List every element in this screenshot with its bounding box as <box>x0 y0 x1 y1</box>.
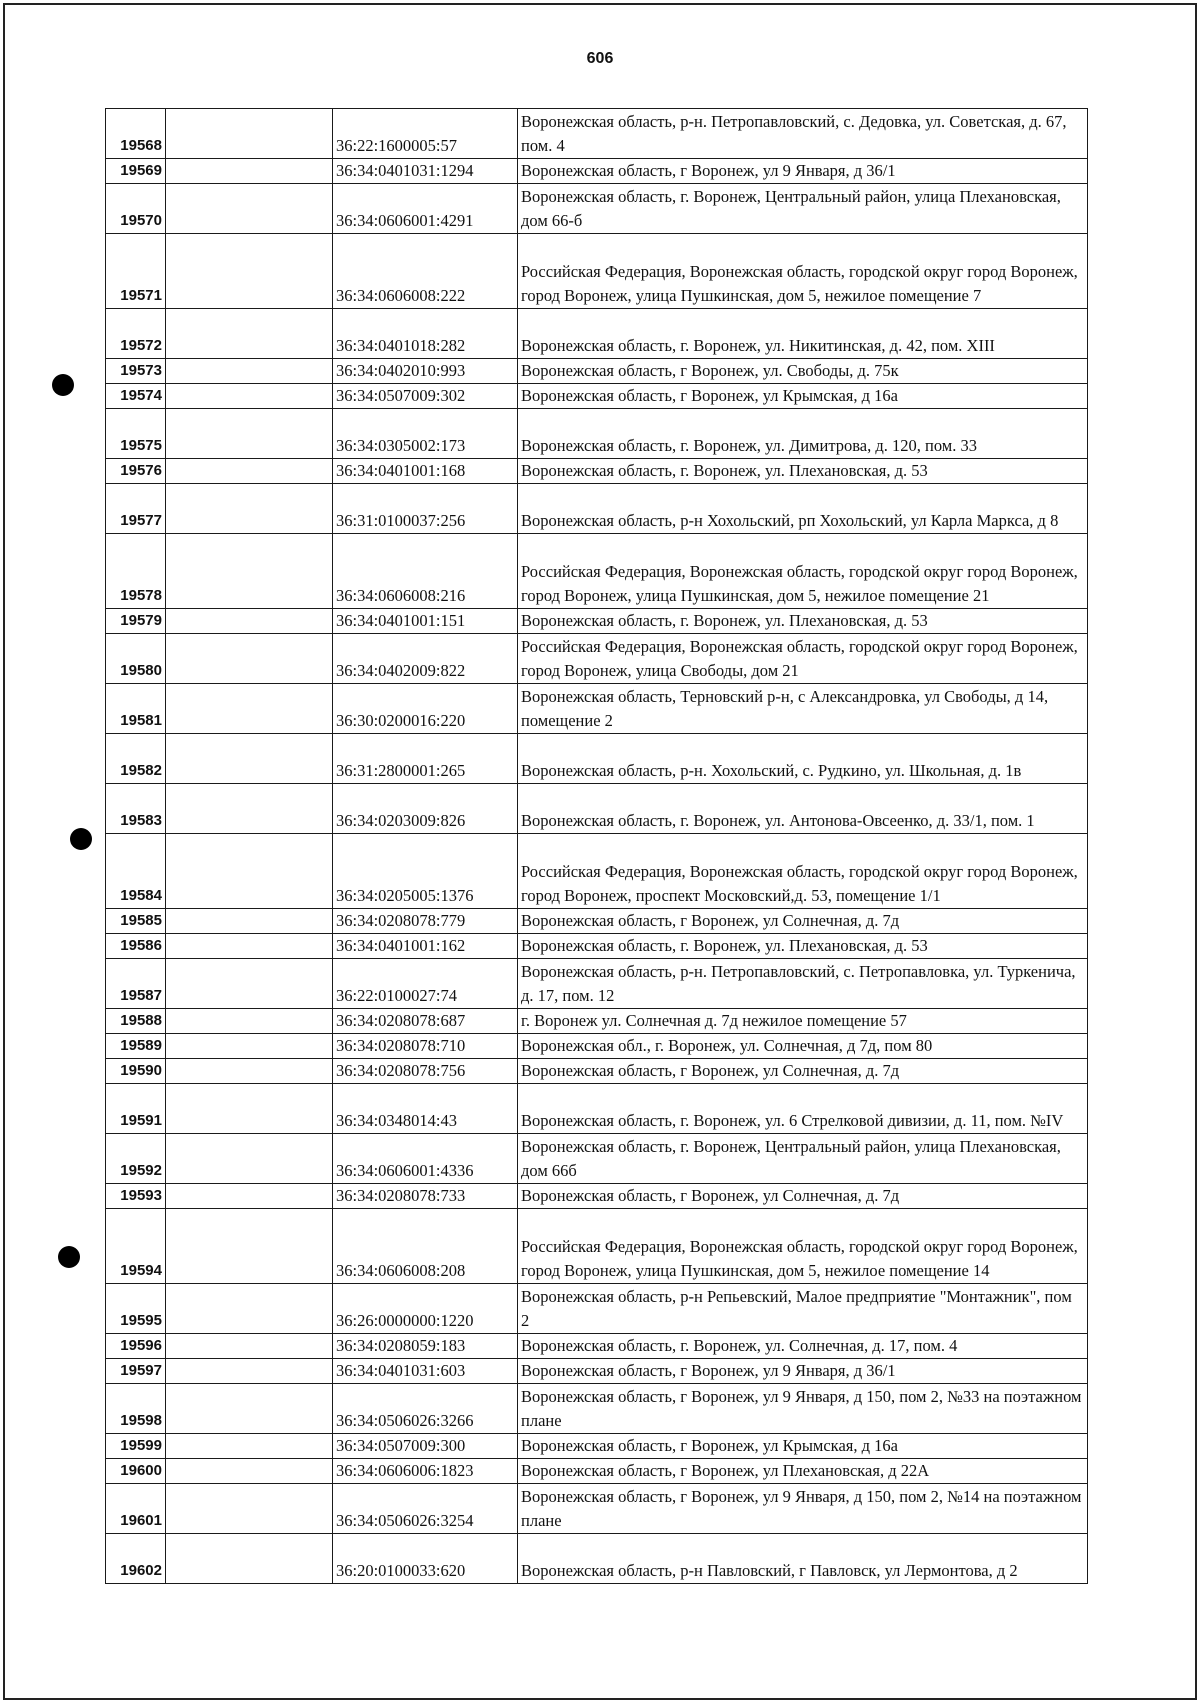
address: Воронежская область, г. Воронеж, ул. Антонова-Овсеенко, д. 33/1, пом. 1 <box>518 784 1088 834</box>
empty-cell <box>166 384 333 409</box>
address: Воронежская область, р-н. Хохольский, с. Рудкино, ул. Школьная, д. 1в <box>518 734 1088 784</box>
cadastral-number: 36:34:0208078:710 <box>333 1034 518 1059</box>
empty-cell <box>166 1184 333 1209</box>
cadastral-number: 36:22:1600005:57 <box>333 109 518 159</box>
cadastral-number: 36:34:0305002:173 <box>333 409 518 459</box>
address: Российская Федерация, Воронежская область, городской округ город Воронеж, город Воронеж, улица Пушкинская, дом 5, нежилое помещение 21 <box>518 534 1088 609</box>
address: г. Воронеж ул. Солнечная д. 7д нежилое помещение 57 <box>518 1009 1088 1034</box>
table-row <box>106 184 1088 234</box>
address: Воронежская область, р-н. Петропавловский, с. Петропавловка, ул. Туркенича, д. 17, пом. 12 <box>518 959 1088 1009</box>
cadastral-number: 36:34:0401001:151 <box>333 609 518 634</box>
address: Воронежская область, г. Воронеж, Центральный район, улица Плехановская, дом 66б <box>518 1134 1088 1184</box>
row-number: 19585 <box>106 909 166 934</box>
empty-cell <box>166 934 333 959</box>
address: Воронежская область, р-н. Петропавловский, с. Дедовка, ул. Советская, д. 67, пом. 4 <box>518 109 1088 159</box>
table-row <box>106 384 1088 409</box>
empty-cell <box>166 1134 333 1184</box>
table-row <box>106 409 1088 459</box>
punch-hole-mark <box>70 828 92 850</box>
table-row <box>106 484 1088 534</box>
cadastral-number: 36:34:0205005:1376 <box>333 834 518 909</box>
table-row <box>106 359 1088 384</box>
cadastral-number: 36:34:0208078:756 <box>333 1059 518 1084</box>
cadastral-number: 36:34:0507009:300 <box>333 1434 518 1459</box>
cadastral-number: 36:34:0203009:826 <box>333 784 518 834</box>
row-number: 19587 <box>106 959 166 1009</box>
address: Воронежская обл., г. Воронеж, ул. Солнечная, д 7д, пом 80 <box>518 1034 1088 1059</box>
address: Воронежская область, г. Воронеж, ул. Плехановская, д. 53 <box>518 934 1088 959</box>
address: Воронежская область, г Воронеж, ул Крымская, д 16а <box>518 384 1088 409</box>
table-row <box>106 684 1088 734</box>
cadastral-number: 36:34:0348014:43 <box>333 1084 518 1134</box>
table-row <box>106 1209 1088 1284</box>
cadastral-number: 36:34:0401018:282 <box>333 309 518 359</box>
punch-hole-mark <box>52 374 74 396</box>
empty-cell <box>166 1359 333 1384</box>
row-number: 19584 <box>106 834 166 909</box>
row-number: 19597 <box>106 1359 166 1384</box>
row-number: 19576 <box>106 459 166 484</box>
empty-cell <box>166 234 333 309</box>
empty-cell <box>166 1459 333 1484</box>
empty-cell <box>166 834 333 909</box>
address: Воронежская область, г Воронеж, ул Плехановская, д 22А <box>518 1459 1088 1484</box>
empty-cell <box>166 959 333 1009</box>
empty-cell <box>166 1084 333 1134</box>
table-row <box>106 1334 1088 1359</box>
cadastral-number: 36:34:0208078:687 <box>333 1009 518 1034</box>
table-row <box>106 734 1088 784</box>
row-number: 19574 <box>106 384 166 409</box>
table-row <box>106 1134 1088 1184</box>
empty-cell <box>166 109 333 159</box>
address: Воронежская область, г. Воронеж, ул. Димитрова, д. 120, пом. 33 <box>518 409 1088 459</box>
cadastral-number: 36:34:0606008:208 <box>333 1209 518 1284</box>
empty-cell <box>166 309 333 359</box>
cadastral-number: 36:31:2800001:265 <box>333 734 518 784</box>
table-row <box>106 1384 1088 1434</box>
empty-cell <box>166 634 333 684</box>
row-number: 19572 <box>106 309 166 359</box>
empty-cell <box>166 1209 333 1284</box>
empty-cell <box>166 909 333 934</box>
table-row <box>106 1059 1088 1084</box>
empty-cell <box>166 159 333 184</box>
empty-cell <box>166 1384 333 1434</box>
row-number: 19602 <box>106 1534 166 1584</box>
page-number: 606 <box>586 50 614 67</box>
table-row <box>106 309 1088 359</box>
address: Воронежская область, г Воронеж, ул Солнечная, д. 7д <box>518 1059 1088 1084</box>
address: Воронежская область, г. Воронеж, ул. Плехановская, д. 53 <box>518 609 1088 634</box>
cadastral-number: 36:34:0606008:216 <box>333 534 518 609</box>
punch-hole-mark <box>58 1246 80 1268</box>
row-number: 19586 <box>106 934 166 959</box>
address: Воронежская область, г. Воронеж, ул. Солнечная, д. 17, пом. 4 <box>518 1334 1088 1359</box>
address: Воронежская область, г Воронеж, ул 9 Января, д 36/1 <box>518 159 1088 184</box>
cadastral-number: 36:34:0606001:4336 <box>333 1134 518 1184</box>
cadastral-number: 36:34:0606006:1823 <box>333 1459 518 1484</box>
table-row <box>106 1484 1088 1534</box>
empty-cell <box>166 1034 333 1059</box>
table-row <box>106 1459 1088 1484</box>
table-row <box>106 1084 1088 1134</box>
cadastral-number: 36:34:0606008:222 <box>333 234 518 309</box>
empty-cell <box>166 1009 333 1034</box>
address: Российская Федерация, Воронежская область, городской округ город Воронеж, город Воронеж, улица Свободы, дом 21 <box>518 634 1088 684</box>
cadastral-number: 36:34:0401031:1294 <box>333 159 518 184</box>
table-row <box>106 1434 1088 1459</box>
row-number: 19580 <box>106 634 166 684</box>
table-row <box>106 934 1088 959</box>
address: Воронежская область, г Воронеж, ул Солнечная, д. 7д <box>518 909 1088 934</box>
cadastral-number: 36:34:0506026:3266 <box>333 1384 518 1434</box>
empty-cell <box>166 459 333 484</box>
cadastral-number: 36:30:0200016:220 <box>333 684 518 734</box>
row-number: 19571 <box>106 234 166 309</box>
row-number: 19599 <box>106 1434 166 1459</box>
row-number: 19588 <box>106 1009 166 1034</box>
address: Воронежская область, г Воронеж, ул 9 Января, д 150, пом 2, №33 на поэтажном плане <box>518 1384 1088 1434</box>
address: Российская Федерация, Воронежская область, городской округ город Воронеж, город Воронеж, улица Пушкинская, дом 5, нежилое помещение 14 <box>518 1209 1088 1284</box>
address: Воронежская область, Терновский р-н, с Александровка, ул Свободы, д 14, помещение 2 <box>518 684 1088 734</box>
empty-cell <box>166 359 333 384</box>
row-number: 19593 <box>106 1184 166 1209</box>
cadastral-number: 36:34:0208078:779 <box>333 909 518 934</box>
address: Воронежская область, г. Воронеж, ул. Плехановская, д. 53 <box>518 459 1088 484</box>
cadastral-number: 36:34:0402009:822 <box>333 634 518 684</box>
empty-cell <box>166 784 333 834</box>
empty-cell <box>166 484 333 534</box>
empty-cell <box>166 684 333 734</box>
table-row <box>106 1009 1088 1034</box>
row-number: 19569 <box>106 159 166 184</box>
empty-cell <box>166 1484 333 1534</box>
row-number: 19589 <box>106 1034 166 1059</box>
row-number: 19582 <box>106 734 166 784</box>
cadastral-number: 36:34:0402010:993 <box>333 359 518 384</box>
table-row <box>106 1534 1088 1584</box>
row-number: 19591 <box>106 1084 166 1134</box>
empty-cell <box>166 734 333 784</box>
table-row <box>106 534 1088 609</box>
row-number: 19592 <box>106 1134 166 1184</box>
table-row <box>106 459 1088 484</box>
row-number: 19578 <box>106 534 166 609</box>
address: Воронежская область, г Воронеж, ул 9 Января, д 36/1 <box>518 1359 1088 1384</box>
address: Воронежская область, г. Воронеж, Центральный район, улица Плехановская, дом 66-б <box>518 184 1088 234</box>
cadastral-number: 36:34:0208078:733 <box>333 1184 518 1209</box>
address: Воронежская область, г Воронеж, ул. Свободы, д. 75к <box>518 359 1088 384</box>
cadastral-number: 36:34:0506026:3254 <box>333 1484 518 1534</box>
address: Воронежская область, р-н Хохольский, рп Хохольский, ул Карла Маркса, д 8 <box>518 484 1088 534</box>
table-row <box>106 159 1088 184</box>
cadastral-number: 36:34:0606001:4291 <box>333 184 518 234</box>
cadastral-number: 36:34:0507009:302 <box>333 384 518 409</box>
row-number: 19568 <box>106 109 166 159</box>
empty-cell <box>166 1334 333 1359</box>
row-number: 19595 <box>106 1284 166 1334</box>
table-row <box>106 634 1088 684</box>
empty-cell <box>166 1284 333 1334</box>
table-row <box>106 909 1088 934</box>
row-number: 19570 <box>106 184 166 234</box>
address: Воронежская область, г Воронеж, ул Солнечная, д. 7д <box>518 1184 1088 1209</box>
cadastral-number: 36:34:0401001:162 <box>333 934 518 959</box>
table-row <box>106 1359 1088 1384</box>
row-number: 19575 <box>106 409 166 459</box>
row-number: 19601 <box>106 1484 166 1534</box>
row-number: 19598 <box>106 1384 166 1434</box>
address: Воронежская область, р-н Репьевский, Малое предприятие "Монтажник", пом 2 <box>518 1284 1088 1334</box>
address: Российская Федерация, Воронежская область, городской округ город Воронеж, город Воронеж, проспект Московский,д. 53, помещение 1/1 <box>518 834 1088 909</box>
table-row <box>106 1184 1088 1209</box>
table-row <box>106 834 1088 909</box>
table-row <box>106 1034 1088 1059</box>
cadastral-number: 36:22:0100027:74 <box>333 959 518 1009</box>
cadastral-number: 36:34:0208059:183 <box>333 1334 518 1359</box>
empty-cell <box>166 184 333 234</box>
row-number: 19577 <box>106 484 166 534</box>
empty-cell <box>166 1059 333 1084</box>
row-number: 19594 <box>106 1209 166 1284</box>
row-number: 19573 <box>106 359 166 384</box>
table-row <box>106 959 1088 1009</box>
address: Воронежская область, р-н Павловский, г Павловск, ул Лермонтова, д 2 <box>518 1534 1088 1584</box>
empty-cell <box>166 1434 333 1459</box>
empty-cell <box>166 1534 333 1584</box>
address: Воронежская область, г Воронеж, ул 9 Января, д 150, пом 2, №14 на поэтажном плане <box>518 1484 1088 1534</box>
table-row <box>106 234 1088 309</box>
table-row <box>106 109 1088 159</box>
empty-cell <box>166 609 333 634</box>
empty-cell <box>166 409 333 459</box>
cadastral-number: 36:34:0401001:168 <box>333 459 518 484</box>
address: Воронежская область, г. Воронеж, ул. Никитинская, д. 42, пом. XIII <box>518 309 1088 359</box>
row-number: 19600 <box>106 1459 166 1484</box>
row-number: 19590 <box>106 1059 166 1084</box>
row-number: 19579 <box>106 609 166 634</box>
address: Российская Федерация, Воронежская область, городской округ город Воронеж, город Воронеж, улица Пушкинская, дом 5, нежилое помещение 7 <box>518 234 1088 309</box>
cadastral-number: 36:31:0100037:256 <box>333 484 518 534</box>
cadastral-number: 36:34:0401031:603 <box>333 1359 518 1384</box>
empty-cell <box>166 534 333 609</box>
row-number: 19596 <box>106 1334 166 1359</box>
cadastral-number: 36:20:0100033:620 <box>333 1534 518 1584</box>
address: Воронежская область, г. Воронеж, ул. 6 Стрелковой дивизии, д. 11, пом. №IV <box>518 1084 1088 1134</box>
address: Воронежская область, г Воронеж, ул Крымская, д 16а <box>518 1434 1088 1459</box>
row-number: 19581 <box>106 684 166 734</box>
table-row <box>106 1284 1088 1334</box>
table-row <box>106 784 1088 834</box>
cadastral-number: 36:26:0000000:1220 <box>333 1284 518 1334</box>
registry-table <box>105 108 1088 1584</box>
row-number: 19583 <box>106 784 166 834</box>
table-row <box>106 609 1088 634</box>
